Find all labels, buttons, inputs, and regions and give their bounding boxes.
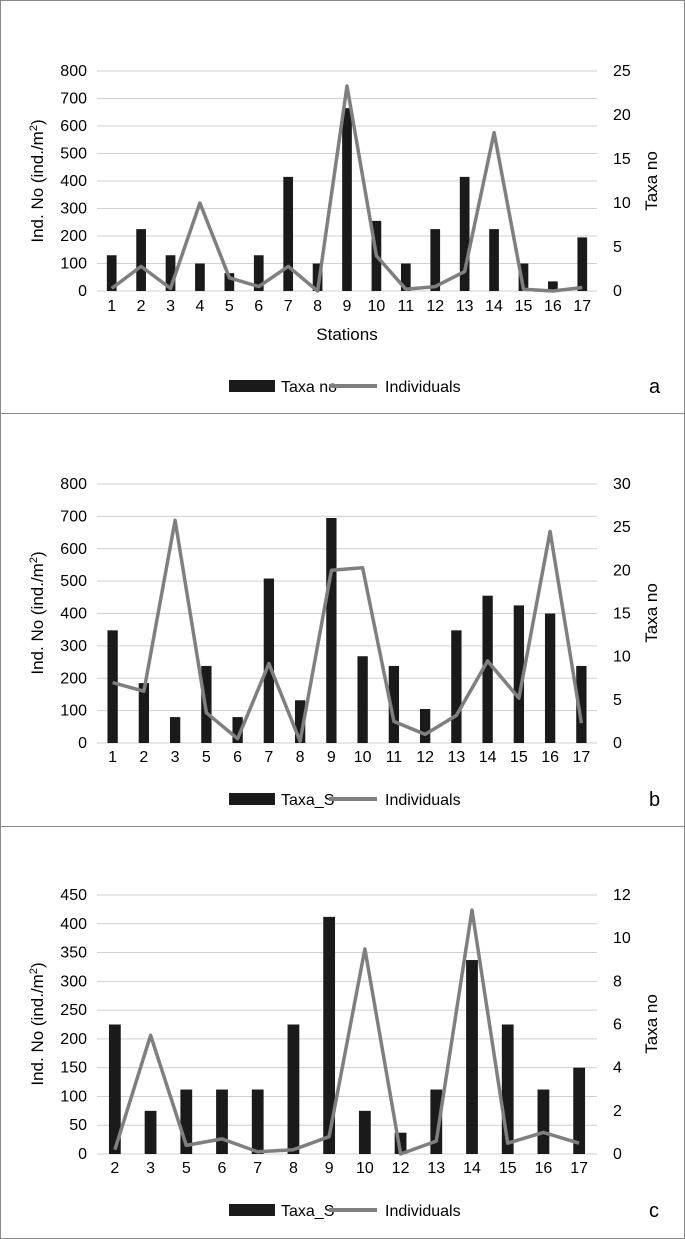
panel-letter: a — [649, 376, 661, 398]
x-tick-label: 13 — [427, 1160, 446, 1177]
legend-swatch-bar — [229, 1204, 275, 1216]
x-tick-label: 10 — [367, 298, 386, 315]
y-left-tick-label: 200 — [60, 670, 87, 688]
x-tick-label: 8 — [313, 298, 323, 315]
y-left-axis-title: Ind. No $(ind./m^2)$ — [28, 119, 47, 243]
y-left-tick-label: 0 — [78, 283, 87, 300]
x-tick-label: 3 — [166, 298, 175, 315]
y-left-tick-label: 500 — [60, 573, 87, 591]
y-right-tick-label: 10 — [613, 930, 631, 948]
x-tick-label: 6 — [217, 1160, 227, 1177]
x-tick-label: 17 — [573, 298, 592, 315]
bar — [216, 1090, 228, 1154]
y-left-tick-label: 300 — [60, 200, 87, 218]
y-left-tick-label: 200 — [60, 1030, 87, 1048]
x-tick-label: 11 — [385, 749, 403, 766]
bar — [136, 229, 146, 291]
y-left-tick-label: 600 — [60, 540, 87, 558]
y-left-tick-label: 400 — [60, 915, 87, 933]
y-right-tick-label: 20 — [613, 107, 631, 124]
y-left-tick-label: 100 — [60, 255, 87, 273]
bar — [170, 717, 180, 743]
y-right-tick-label: 25 — [613, 519, 631, 537]
y-right-tick-label: 5 — [613, 691, 622, 709]
y-right-axis-title: Taxa no — [642, 151, 661, 211]
legend-label-line: Individuals — [385, 1203, 461, 1220]
y-left-tick-label: 100 — [60, 1088, 87, 1106]
bar — [357, 656, 367, 743]
bar — [359, 1111, 371, 1154]
x-tick-label: 8 — [295, 749, 305, 766]
bar — [288, 1025, 300, 1155]
x-tick-label: 17 — [570, 1160, 589, 1177]
y-left-tick-label: 200 — [60, 228, 87, 245]
x-tick-label: 15 — [509, 749, 528, 766]
y-left-tick-label: 300 — [60, 637, 87, 655]
y-left-tick-label: 400 — [60, 605, 87, 623]
x-tick-label: 12 — [426, 298, 445, 315]
y-right-tick-label: 15 — [613, 605, 631, 623]
series-line-individuals — [113, 520, 582, 741]
x-tick-label: 15 — [514, 298, 533, 315]
bar — [326, 518, 336, 743]
legend-label-bar: Taxa no — [281, 379, 338, 396]
x-axis-title: Stations — [316, 325, 378, 344]
x-tick-label: 1 — [108, 749, 118, 766]
y-left-tick-label: 0 — [78, 735, 87, 752]
chart-c — [1, 827, 684, 1238]
y-right-tick-label: 0 — [613, 283, 622, 300]
y-left-axis-title: Ind. No $(ind./m^2)$ — [28, 962, 47, 1086]
x-tick-label: 7 — [283, 298, 293, 315]
x-tick-label: 16 — [534, 1160, 553, 1177]
y-left-tick-label: 350 — [60, 944, 87, 962]
bar — [430, 229, 440, 291]
y-right-tick-label: 30 — [613, 476, 631, 493]
x-tick-label: 11 — [397, 298, 415, 315]
legend-swatch-bar — [229, 793, 275, 805]
y-left-tick-label: 700 — [60, 508, 87, 526]
legend-label-line: Individuals — [385, 792, 461, 809]
y-right-tick-label: 0 — [613, 735, 622, 752]
bar — [420, 709, 430, 743]
x-tick-label: 13 — [455, 298, 474, 315]
chart-panel-b — [0, 413, 685, 827]
x-tick-label: 5 — [224, 298, 234, 315]
bar — [545, 614, 555, 744]
y-right-tick-label: 15 — [613, 151, 631, 168]
y-left-tick-label: 600 — [60, 118, 87, 135]
y-left-tick-label: 100 — [60, 702, 87, 720]
x-tick-label: 6 — [254, 298, 264, 315]
x-tick-label: 7 — [264, 749, 274, 766]
y-right-tick-label: 8 — [613, 973, 622, 991]
y-left-tick-label: 800 — [60, 63, 87, 80]
bar — [538, 1090, 550, 1154]
y-right-tick-label: 25 — [613, 63, 631, 80]
y-right-axis-title: Taxa no — [642, 994, 661, 1054]
bar — [264, 579, 274, 743]
chart-b — [1, 414, 684, 826]
y-left-tick-label: 50 — [69, 1117, 87, 1135]
x-tick-label: 9 — [342, 298, 352, 315]
x-tick-label: 10 — [355, 1160, 374, 1177]
x-tick-label: 3 — [170, 749, 180, 766]
y-right-tick-label: 10 — [613, 195, 631, 212]
y-right-tick-label: 20 — [613, 562, 631, 580]
x-tick-label: 7 — [253, 1160, 263, 1177]
chart-a — [1, 1, 684, 413]
y-right-tick-label: 0 — [613, 1146, 622, 1163]
y-right-axis-title: Taxa no — [642, 583, 661, 643]
x-tick-label: 13 — [447, 749, 466, 766]
x-tick-label: 16 — [541, 749, 560, 766]
bar — [489, 229, 499, 291]
y-left-tick-label: 800 — [60, 476, 87, 493]
y-left-tick-label: 250 — [60, 1002, 87, 1020]
y-right-tick-label: 5 — [613, 239, 622, 256]
x-tick-label: 2 — [110, 1160, 120, 1177]
legend-label-line: Individuals — [385, 379, 461, 396]
legend-label-bar: Taxa_S — [281, 1203, 335, 1220]
x-tick-label: 14 — [478, 749, 497, 766]
x-tick-label: 9 — [326, 749, 336, 766]
bar — [107, 630, 117, 743]
chart-panel-a — [0, 0, 685, 414]
x-tick-label: 17 — [572, 749, 591, 766]
x-tick-label: 8 — [288, 1160, 298, 1177]
y-left-tick-label: 450 — [60, 887, 87, 904]
bar — [195, 264, 205, 292]
y-left-tick-label: 300 — [60, 973, 87, 991]
x-tick-label: 10 — [353, 749, 372, 766]
x-tick-label: 3 — [146, 1160, 156, 1177]
panel-letter: b — [649, 789, 661, 811]
x-tick-label: 2 — [136, 298, 146, 315]
y-right-tick-label: 2 — [613, 1102, 622, 1120]
legend-swatch-bar — [229, 380, 275, 392]
bar — [145, 1111, 157, 1154]
bar — [283, 177, 293, 291]
y-left-tick-label: 0 — [78, 1146, 87, 1163]
x-tick-label: 16 — [543, 298, 562, 315]
y-left-axis-title: Ind. No $(ind./m^2)$ — [28, 551, 47, 675]
x-tick-label: 14 — [485, 298, 503, 315]
y-right-tick-label: 6 — [613, 1016, 622, 1034]
x-tick-label: 2 — [139, 749, 149, 766]
x-tick-label: 5 — [181, 1160, 191, 1177]
x-tick-label: 5 — [201, 749, 211, 766]
chart-panel-c — [0, 826, 685, 1239]
y-right-tick-label: 12 — [613, 887, 631, 904]
x-tick-label: 14 — [463, 1160, 481, 1177]
legend-label-bar: Taxa_S — [281, 792, 335, 809]
bar — [252, 1090, 264, 1154]
bar — [451, 630, 461, 743]
y-right-tick-label: 10 — [613, 648, 631, 666]
y-right-tick-label: 4 — [613, 1059, 622, 1077]
x-tick-label: 1 — [107, 298, 117, 315]
x-tick-label: 12 — [416, 749, 435, 766]
bar — [342, 108, 352, 291]
y-left-tick-label: 400 — [60, 173, 87, 190]
bar — [466, 960, 478, 1154]
y-left-tick-label: 150 — [60, 1059, 87, 1077]
x-tick-label: 15 — [498, 1160, 517, 1177]
y-left-tick-label: 500 — [60, 145, 87, 163]
y-left-tick-label: 700 — [60, 90, 87, 108]
x-tick-label: 12 — [391, 1160, 410, 1177]
bar — [577, 237, 587, 291]
x-tick-label: 9 — [324, 1160, 334, 1177]
panel-letter: c — [649, 1200, 659, 1222]
x-tick-label: 4 — [195, 298, 205, 315]
x-tick-label: 6 — [233, 749, 243, 766]
